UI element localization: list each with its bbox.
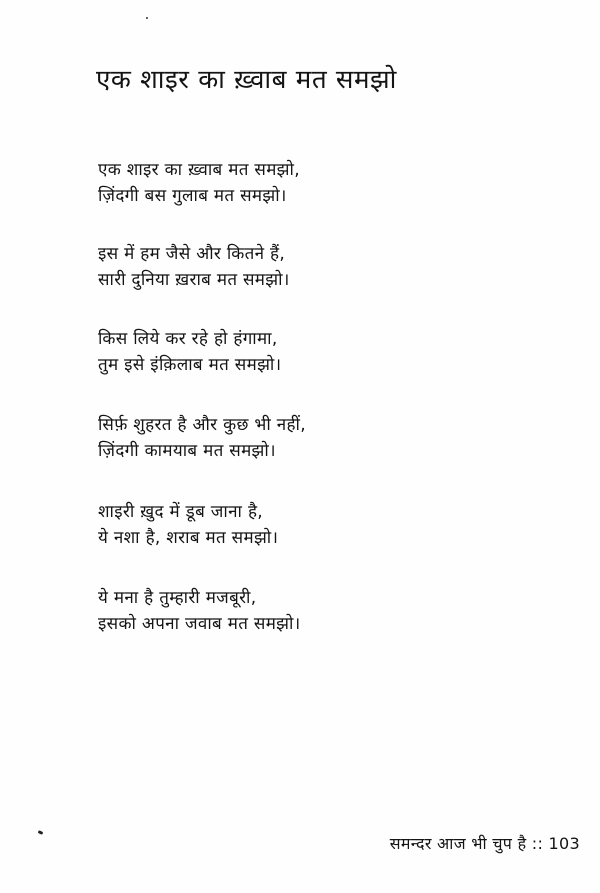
verse-line: सारी दुनिया ख़राब मत समझो। — [98, 270, 290, 290]
verse-line: इस में हम जैसे और कितने हैं, — [98, 244, 286, 264]
footer-separator: :: — [531, 834, 544, 853]
stanza-2 — [98, 241, 290, 293]
stanza-6 — [98, 585, 300, 637]
stanza-1 — [98, 157, 300, 209]
verse-line: किस लिये कर रहे हो हंगामा, — [98, 329, 278, 349]
stanza-5 — [98, 499, 278, 551]
verse-line: ये मना है तुम्हारी मजबूरी, — [98, 588, 257, 608]
page-number: 103 — [548, 834, 580, 853]
verse-line: एक शाइर का ख़्वाब मत समझो, — [98, 160, 300, 180]
poem-title: एक शाइर का ख़्वाब मत समझो — [96, 65, 397, 95]
verse-line: ज़िंदगी बस गुलाब मत समझो। — [98, 186, 287, 206]
stanza-4 — [98, 412, 306, 464]
stanza-3 — [98, 326, 281, 378]
verse-line: सिर्फ़ शुहरत है और कुछ भी नहीं, — [98, 415, 306, 435]
verse-line: ये नशा है, शराब मत समझो। — [98, 528, 279, 548]
print-speck — [38, 830, 44, 835]
print-speck — [146, 17, 148, 19]
verse-line: इसको अपना जवाब मत समझो। — [98, 614, 301, 634]
page-footer — [390, 832, 580, 854]
verse-line: तुम इसे इंक़िलाब मत समझो। — [98, 355, 282, 375]
verse-line: ज़िंदगी कामयाब मत समझो। — [98, 441, 276, 461]
running-book-title: समन्दर आज भी चुप है — [389, 834, 527, 853]
verse-line: शाइरी ख़ुद में डूब जाना है, — [98, 502, 263, 522]
